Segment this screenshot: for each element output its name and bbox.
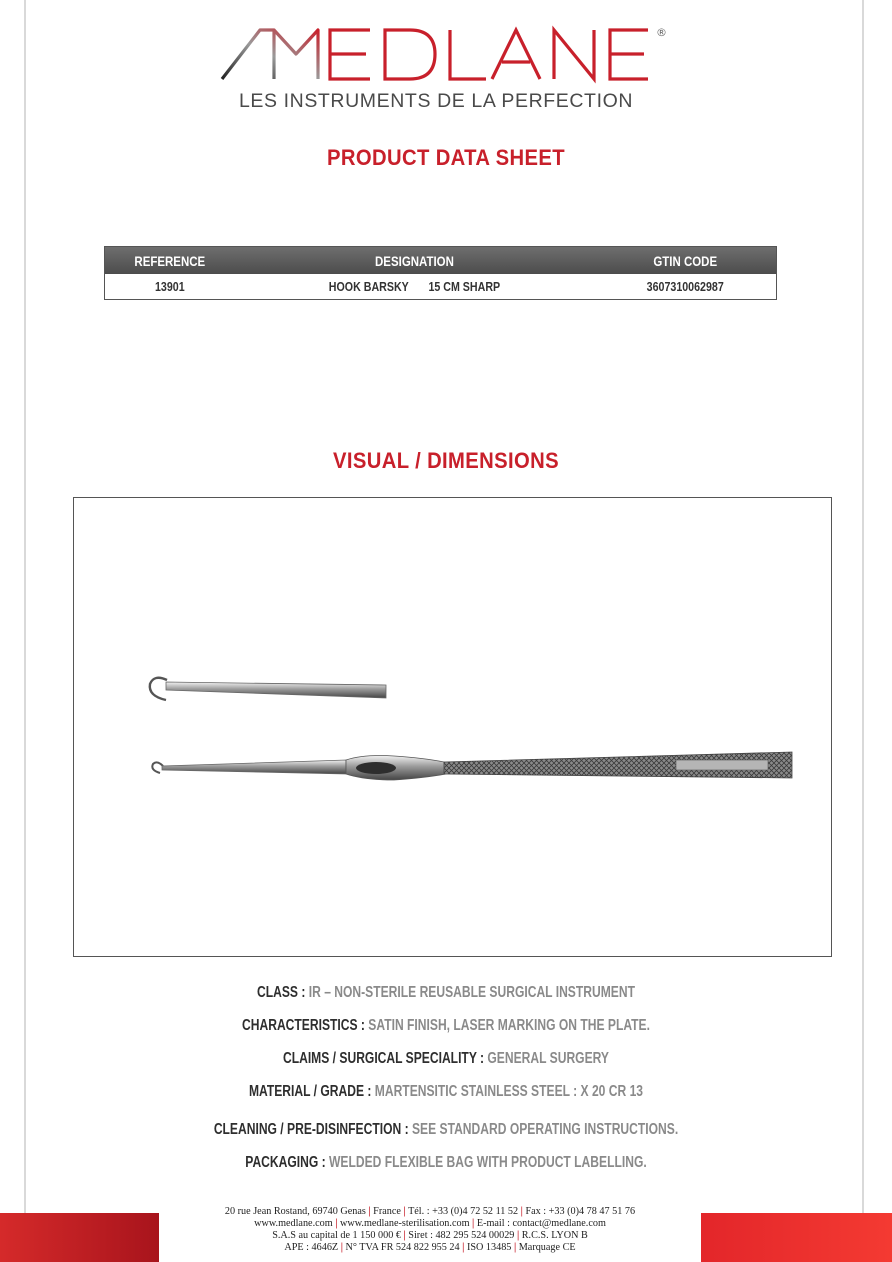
brand-tagline: LES INSTRUMENTS DE LA PERFECTION xyxy=(238,90,634,112)
footer-email[interactable]: E-mail : contact@medlane.com xyxy=(476,1218,606,1229)
footer-line-legal: S.A.S au capital de 1 150 000 € | Siret : 482 295 524 00029 | R.C.S. LYON B xyxy=(272,1230,588,1241)
footer-line-address: 20 rue Jean Rostand, 69740 Genas | France | Tél. : +33 (0)4 72 52 11 52 | Fax : +33 (0)4 78 47 51 76 xyxy=(224,1206,636,1217)
footer-country: France xyxy=(373,1206,401,1217)
spec-value: SEE STANDARD OPERATING INSTRUCTIONS. xyxy=(408,1121,679,1138)
spec-material xyxy=(98,1083,794,1101)
footer-vat: N° TVA FR 524 822 955 24 xyxy=(345,1242,460,1253)
spec-label: CLASS : xyxy=(257,984,306,1001)
spec-label: CLAIMS / SURGICAL SPECIALITY : xyxy=(282,1050,485,1067)
cell-designation xyxy=(267,279,561,294)
spec-value: SATIN FINISH, LASER MARKING ON THE PLATE. xyxy=(364,1017,650,1034)
product-visual-box xyxy=(73,497,832,957)
reference-table xyxy=(104,246,777,300)
header-gtin: GTIN CODE xyxy=(652,252,717,269)
visual-dimensions-title: VISUAL / DIMENSIONS xyxy=(333,448,559,473)
spec-label: PACKAGING : xyxy=(245,1154,326,1171)
footer-bar-left xyxy=(0,1213,159,1262)
footer-phone: Tél. : +33 (0)4 72 52 11 52 xyxy=(408,1206,519,1217)
product-data-title: PRODUCT DATA SHEET xyxy=(327,145,565,170)
footer-capital: S.A.S au capital de 1 150 000 € xyxy=(272,1230,401,1241)
spec-value: IR – NON-STERILE REUSABLE SURGICAL INSTRUMENT xyxy=(305,984,635,1001)
barsky-hook-illustration xyxy=(74,498,830,955)
cell-gtin: 3607310062987 xyxy=(646,278,724,294)
footer-iso: ISO 13485 xyxy=(466,1242,512,1253)
footer-website[interactable]: www.medlane.com xyxy=(254,1218,333,1229)
spec-class xyxy=(98,984,794,1002)
footer-contact xyxy=(159,1206,701,1254)
footer-ape: APE : 4646Z xyxy=(284,1242,339,1253)
footer-ce: Marquage CE xyxy=(518,1242,576,1253)
cell-reference: 13901 xyxy=(154,278,185,294)
designation-name: HOOK BARSKY xyxy=(328,278,409,294)
spec-claims xyxy=(98,1050,794,1068)
spec-characteristics xyxy=(98,1017,794,1035)
footer-fax: Fax : +33 (0)4 78 47 51 76 xyxy=(525,1206,636,1217)
table-header xyxy=(105,247,776,274)
spec-value: MARTENSITIC STAINLESS STEEL : X 20 CR 13 xyxy=(371,1083,644,1100)
spec-label: CLEANING / PRE-DISINFECTION : xyxy=(213,1121,409,1138)
header-designation: DESIGNATION xyxy=(374,252,454,269)
footer-line-web: www.medlane.com | www.medlane-sterilisation.com | E-mail : contact@medlane.com xyxy=(254,1218,606,1229)
hook-full xyxy=(152,752,792,780)
spec-cleaning xyxy=(98,1121,794,1139)
header-reference: REFERENCE xyxy=(134,252,206,269)
medlane-logo xyxy=(220,24,680,114)
spec-label: MATERIAL / GRADE : xyxy=(248,1083,372,1100)
footer-line-registration: APE : 4646Z | N° TVA FR 524 822 955 24 | ISO 13485 | Marquage CE xyxy=(284,1242,576,1253)
spec-value: GENERAL SURGERY xyxy=(484,1050,610,1067)
hook-detail xyxy=(150,678,386,700)
table-row xyxy=(105,274,776,298)
footer-address: 20 rue Jean Rostand, 69740 Genas xyxy=(224,1206,366,1217)
logo-wordmark xyxy=(220,24,660,84)
footer-siret: Siret : 482 295 524 00029 xyxy=(408,1230,515,1241)
registered-mark: ® xyxy=(656,26,667,39)
footer-website-sterilisation[interactable]: www.medlane-sterilisation.com xyxy=(340,1218,470,1229)
footer xyxy=(0,1206,892,1262)
spec-label: CHARACTERISTICS : xyxy=(242,1017,365,1034)
footer-rcs: R.C.S. LYON B xyxy=(521,1230,588,1241)
footer-bar-right xyxy=(701,1213,892,1262)
spec-packaging xyxy=(98,1154,794,1172)
spec-value: WELDED FLEXIBLE BAG WITH PRODUCT LABELLING. xyxy=(325,1154,647,1171)
designation-spec: 15 CM SHARP xyxy=(428,278,500,294)
